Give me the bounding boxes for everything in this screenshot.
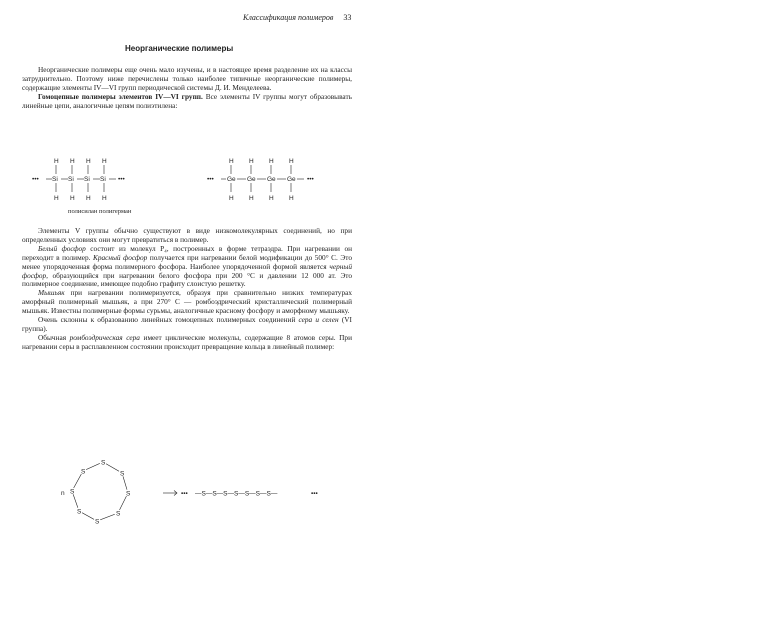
- header-title: Классификация полимеров: [243, 13, 334, 22]
- svg-text:S: S: [120, 470, 125, 478]
- si-h-top: [54, 158, 107, 165]
- paragraph: [22, 245, 352, 290]
- paragraph: [22, 93, 352, 111]
- svg-text:S: S: [126, 490, 131, 498]
- svg-text:•••: •••: [207, 176, 214, 183]
- svg-text:Ge: Ge: [247, 176, 256, 183]
- sulfur-ring-formula: [55, 455, 335, 540]
- svg-text:H: H: [269, 195, 274, 202]
- italic-term: Мышьяк: [38, 288, 65, 298]
- paragraph: [22, 316, 352, 334]
- paragraph-text: образующийся при нагревании белого фосфора при 200 °С и давлении 12 000 ат. Это полимерное соединение, имеющее подобно графиту слоистую решетку.: [22, 270, 352, 289]
- paragraph-text: получается при нагревании белой модификации до 500° С. Это менее упорядоченная форма полимерного фосфора. Наиболее упорядоченной формой является: [22, 252, 352, 271]
- svg-text:H: H: [70, 195, 75, 202]
- paragraph: [22, 289, 352, 316]
- svg-text:H: H: [289, 158, 294, 165]
- svg-text:H: H: [249, 158, 254, 165]
- svg-text:Si: Si: [100, 176, 106, 183]
- svg-text:H: H: [54, 158, 59, 165]
- page-number: 33: [343, 13, 352, 22]
- svg-text:•••: •••: [307, 176, 314, 183]
- svg-text:H: H: [229, 195, 234, 202]
- svg-text:Ge: Ge: [227, 176, 236, 183]
- svg-text:S: S: [77, 508, 82, 516]
- svg-text:S: S: [101, 459, 106, 467]
- italic-term: Красный фосфор: [92, 252, 148, 262]
- paragraph-text: состоит из молекул P₄, построенных в форме тетраэдра. При нагревании он переходит в полимер.: [22, 243, 352, 262]
- svg-text:H: H: [102, 195, 107, 202]
- svg-text:H: H: [289, 195, 294, 202]
- svg-text:S: S: [95, 518, 100, 526]
- svg-text:•••: •••: [181, 490, 188, 498]
- paragraph-text: Очень склонны к образованию линейных гомоцепных полимерных соединений: [38, 315, 299, 325]
- svg-text:S: S: [81, 468, 86, 476]
- paragraph: [22, 334, 352, 352]
- running-header: [243, 13, 351, 22]
- italic-term: Белый фосфор: [38, 243, 86, 253]
- svg-text:—S—S—S—S—S—S—S—: —S—S—S—S—S—S—S—: [195, 490, 278, 498]
- svg-text:H: H: [249, 195, 254, 202]
- paragraph: Неорганические полимеры еще очень мало изучены, и в настоящее время разделение их на классы затруднительно. Поэтому ниже перечислены только наиболее типичные неорганические полимеры, содержащие элементы IV—VI групп периодической системы Д. И. Менделеева.: [22, 65, 352, 92]
- paragraph: Элементы V группы обычно существуют в виде низкомолекулярных соединений, но при определенных условиях они могут превратиться в полимер.: [22, 226, 352, 244]
- section-title: Неорганические полимеры: [125, 44, 234, 53]
- svg-text:•••: •••: [311, 490, 318, 498]
- paragraph-text: имеет циклические молекулы, содержащие 8 атомов серы. При нагревании серы в расплавленном состоянии происходит превращение кольца в линейный полимер:: [22, 332, 352, 351]
- svg-text:Si: Si: [52, 176, 58, 183]
- svg-text:Ge: Ge: [287, 176, 296, 183]
- svg-text:H: H: [229, 158, 234, 165]
- svg-text:S: S: [70, 488, 75, 496]
- paragraph-text: (VI группа).: [22, 315, 352, 333]
- svg-text:Ge: Ge: [267, 176, 276, 183]
- svg-text:H: H: [70, 158, 75, 165]
- italic-term: черный фосфор,: [22, 261, 352, 280]
- svg-text:•••: •••: [118, 176, 125, 183]
- svg-text:H: H: [102, 158, 107, 165]
- svg-text:Si: Si: [68, 176, 74, 183]
- paragraph-text: Все элементы IV группы могут образовывать линейные цепи, аналогичные цепям полиэтилена:: [22, 91, 352, 110]
- svg-text:S: S: [116, 510, 121, 518]
- italic-term: сера и селен: [298, 315, 339, 325]
- svg-text:H: H: [54, 195, 59, 202]
- bold-term: Гомоцепные полимеры элементов IV—VI групп.: [38, 91, 203, 101]
- italic-term: ромбоэдрическая сера: [69, 332, 140, 342]
- text-block-groups: [22, 227, 352, 352]
- svg-text:•••: •••: [32, 176, 39, 183]
- svg-text:H: H: [86, 195, 91, 202]
- paragraph-text: Обычная: [38, 332, 70, 342]
- formula-caption: полисилан полигерман: [68, 208, 132, 215]
- svg-text:Si: Si: [84, 176, 90, 183]
- text-block-intro: [22, 66, 352, 111]
- paragraph-text: при нагревании полимеризуется, образуя при сравнительно низких температурах аморфный полимерный мышьяк, а при 270° С — ромбоэдрический кристаллический полимерный мышьяк. Известны полимерные формы сурьмы, аналогичные красному фосфору и аморфному мышьяку.: [22, 288, 352, 316]
- polysilane-formula: [30, 155, 150, 205]
- svg-text:H: H: [269, 158, 274, 165]
- svg-text:H: H: [86, 158, 91, 165]
- svg-text:n: n: [61, 490, 65, 497]
- polygermane-formula: [207, 155, 337, 205]
